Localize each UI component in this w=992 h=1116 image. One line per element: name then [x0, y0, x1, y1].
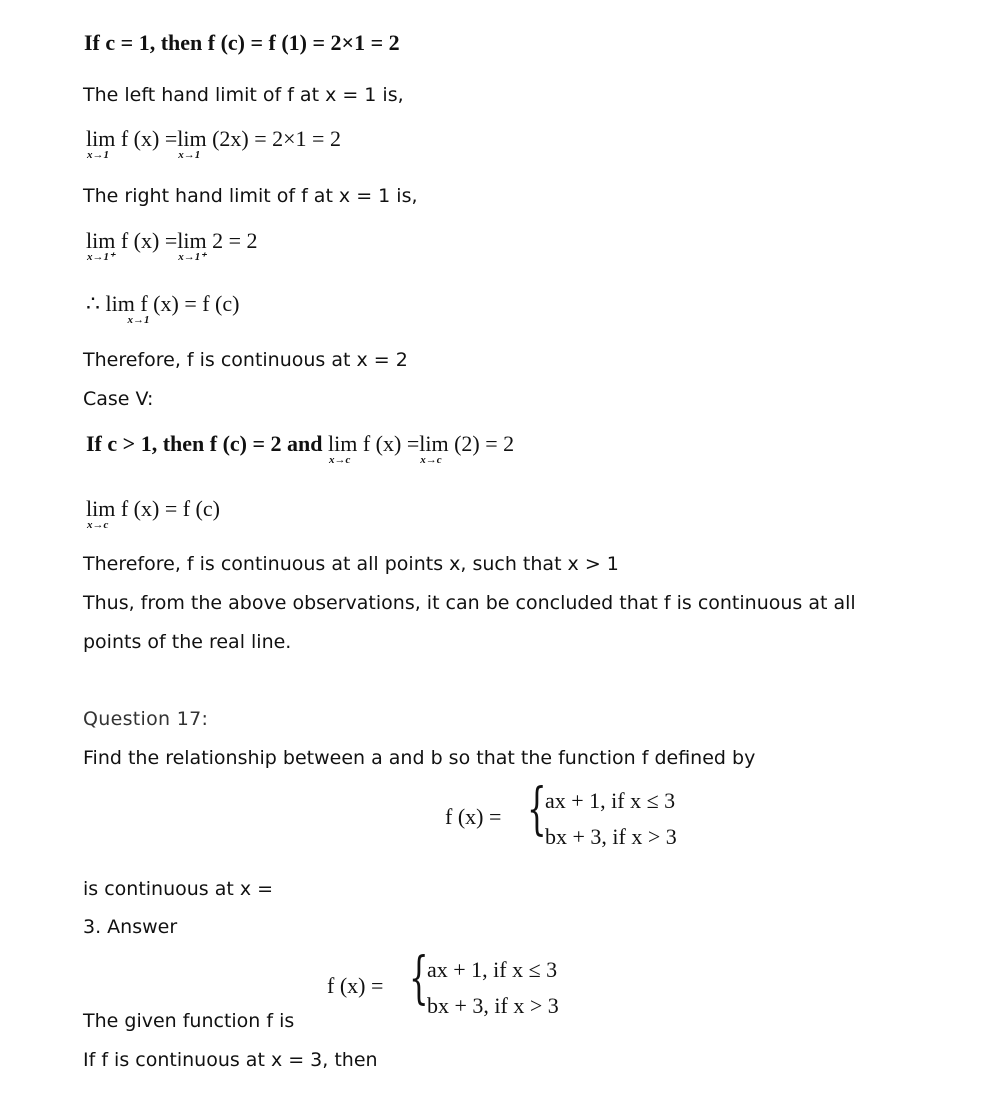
continuity-condition-text: is continuous at x =	[83, 878, 274, 900]
continuity-at-3-text: If f is continuous at x = 3, then	[83, 1049, 378, 1071]
answer-label: 3. Answer	[83, 916, 178, 938]
limit-expression: lim f (x) = f (c) x→1	[105, 291, 240, 326]
limit-expression: lim 2 = 2 x→1⁺	[177, 228, 258, 263]
left-hand-limit-heading: The left hand limit of f at x = 1 is,	[83, 84, 404, 106]
limit-subscript: x→1⁺	[87, 251, 115, 263]
limit-subscript: x→c	[329, 454, 351, 466]
limit-expression: lim (2) = 2 x→c	[419, 431, 515, 466]
right-hand-limit-equation	[86, 228, 257, 264]
limit-expression: lim f (x) = x→c	[328, 431, 420, 466]
limit-subscript: x→c	[420, 454, 442, 466]
question-17-heading: Question 17:	[83, 708, 209, 730]
summary-line-1: Thus, from the above observations, it can be concluded that f is continuous at all	[83, 592, 856, 614]
left-hand-limit-equation	[86, 126, 341, 162]
limit-subscript: x→1⁺	[178, 251, 207, 263]
brace-symbol: {	[527, 777, 547, 842]
limit-subscript: x→1	[178, 149, 201, 161]
limit-expression: lim f (x) = x→1	[86, 126, 178, 161]
summary-line-2: points of the real line.	[83, 631, 292, 653]
case-v-heading: Case V:	[83, 388, 154, 410]
limit-expression: lim (2x) = 2×1 = 2 x→1	[177, 126, 341, 161]
limit-expression: lim f (x) = f (c) x→c	[86, 496, 220, 531]
right-hand-limit-heading: The right hand limit of f at x = 1 is,	[83, 185, 418, 207]
conclusion-continuous-at-2: Therefore, f is continuous at x = 2	[83, 349, 408, 371]
case-v-equation: If c > 1, then f (c) = 2 and lim f (x) = x→c lim (2) = 2 x→c	[86, 431, 515, 466]
brace-symbol: {	[409, 946, 429, 1011]
therefore-limit-equation: ∴ lim f (x) = f (c) x→1	[86, 291, 240, 326]
limit-subscript: x→1	[87, 149, 109, 161]
piecewise-function-answer: f (x) = { ax + 1, if x ≤ 3 bx + 3, if x > 3	[327, 946, 559, 1018]
question-17-text: Find the relationship between a and b so that the function f defined by	[83, 747, 756, 769]
limit-expression: lim f (x) = x→1⁺	[86, 228, 178, 263]
limit-subscript: x→c	[87, 519, 109, 531]
equation-f-of-1: If c = 1, then f (c) = f (1) = 2×1 = 2	[84, 30, 400, 55]
limit-subscript: x→1	[127, 314, 150, 326]
conclusion-continuous-x-gt-1: Therefore, f is continuous at all points x, such that x > 1	[83, 553, 619, 575]
piecewise-function-question: f (x) = { ax + 1, if x ≤ 3 bx + 3, if x > 3	[445, 777, 677, 849]
given-function-text: The given function f is	[83, 1010, 295, 1032]
limit-equals-f-of-c	[86, 496, 220, 532]
